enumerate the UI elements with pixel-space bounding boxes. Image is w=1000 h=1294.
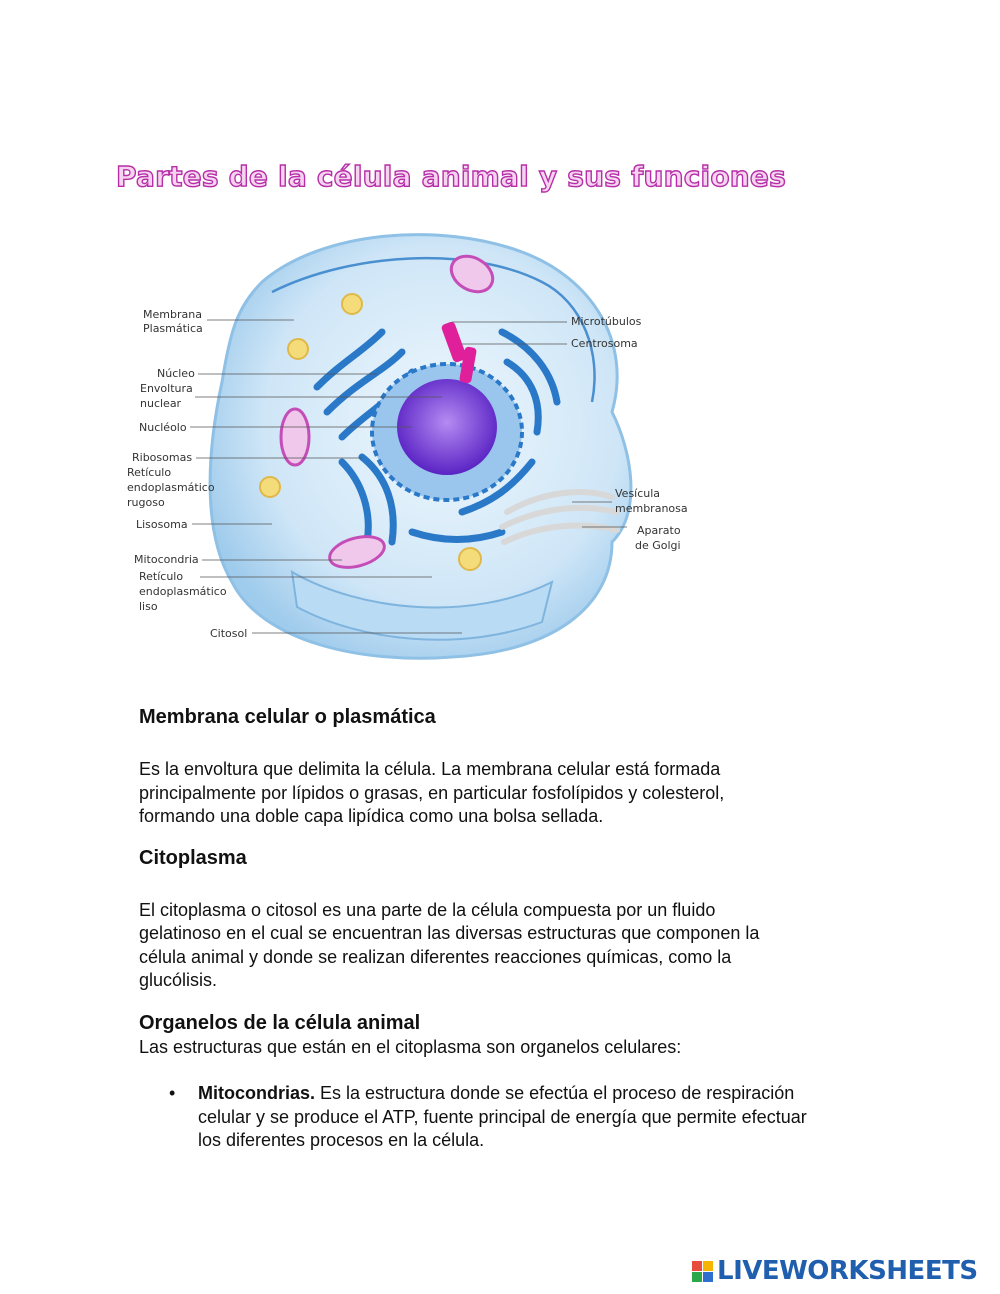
label-reticulo-liso: Retículo endoplasmático liso [139, 570, 227, 613]
logo-square [692, 1272, 702, 1282]
logo-square [692, 1261, 702, 1271]
label-ribosomas: Ribosomas [132, 451, 193, 464]
label-microtubulos: Microtúbulos [571, 315, 642, 328]
label-lisosoma: Lisosoma [136, 518, 188, 531]
page-title: Partes de la célula animal y sus funciones [116, 160, 786, 193]
label-centrosoma: Centrosoma [571, 337, 638, 350]
cell-illustration [112, 212, 694, 688]
logo-square [703, 1261, 713, 1271]
list-item-term: Mitocondrias. [198, 1083, 316, 1103]
list-item: • Mitocondrias. Es la estructura donde se efectúa el proceso de respiración celular y se produce el ATP, fuente principal de energía que permite efectuar los diferentes procesos en la célula. [169, 1083, 807, 1150]
content [139, 704, 879, 1153]
heading-citoplasma: Citoplasma [139, 846, 247, 869]
label-citosol: Citosol [210, 627, 248, 640]
label-nucleolo: Nucléolo [139, 421, 187, 434]
heading-membrana: Membrana celular o plasmática [139, 706, 436, 728]
label-envoltura: Envoltura nuclear [140, 382, 193, 410]
organelle-list [139, 1082, 879, 1153]
animal-cell-diagram [112, 212, 694, 688]
bullet-dot: • [169, 1083, 176, 1103]
logo-square [703, 1272, 713, 1282]
label-reticulo-rugoso: Retículo endoplasmático rugoso [127, 466, 215, 509]
label-membrana: Membrana Plasmática [143, 308, 203, 335]
liveworksheets-logo[interactable] [692, 1256, 978, 1286]
label-nucleo: Núcleo [157, 367, 195, 380]
heading-organelos: Organelos de la célula animal [139, 1011, 421, 1034]
label-vesicula: Vesícula membranosa [615, 487, 688, 515]
paragraph-membrana: Es la envoltura que delimita la célula. La membrana celular está formada principalmente por lípidos o grasas, en particular fosfolípidos y colesterol, formando una doble capa lipídica como una bolsa sellada. [139, 759, 725, 826]
logo-mark-icon [692, 1261, 713, 1282]
paragraph-citoplasma: El citoplasma o citosol es una parte de la célula compuesta por un fluido gelatinoso en el cual se encuentran las diversas estructuras que componen la célula animal y donde se realizan diferentes reacciones químicas, como la glucólisis. [139, 899, 760, 990]
label-golgi: Aparato de Golgi [635, 524, 681, 552]
logo-wordmark: LIVEWORKSHEETS [717, 1256, 978, 1286]
label-mitocondria: Mitocondria [134, 553, 199, 566]
paragraph-organelos-intro: Las estructuras que están en el citoplasma son organelos celulares: [139, 1036, 682, 1057]
